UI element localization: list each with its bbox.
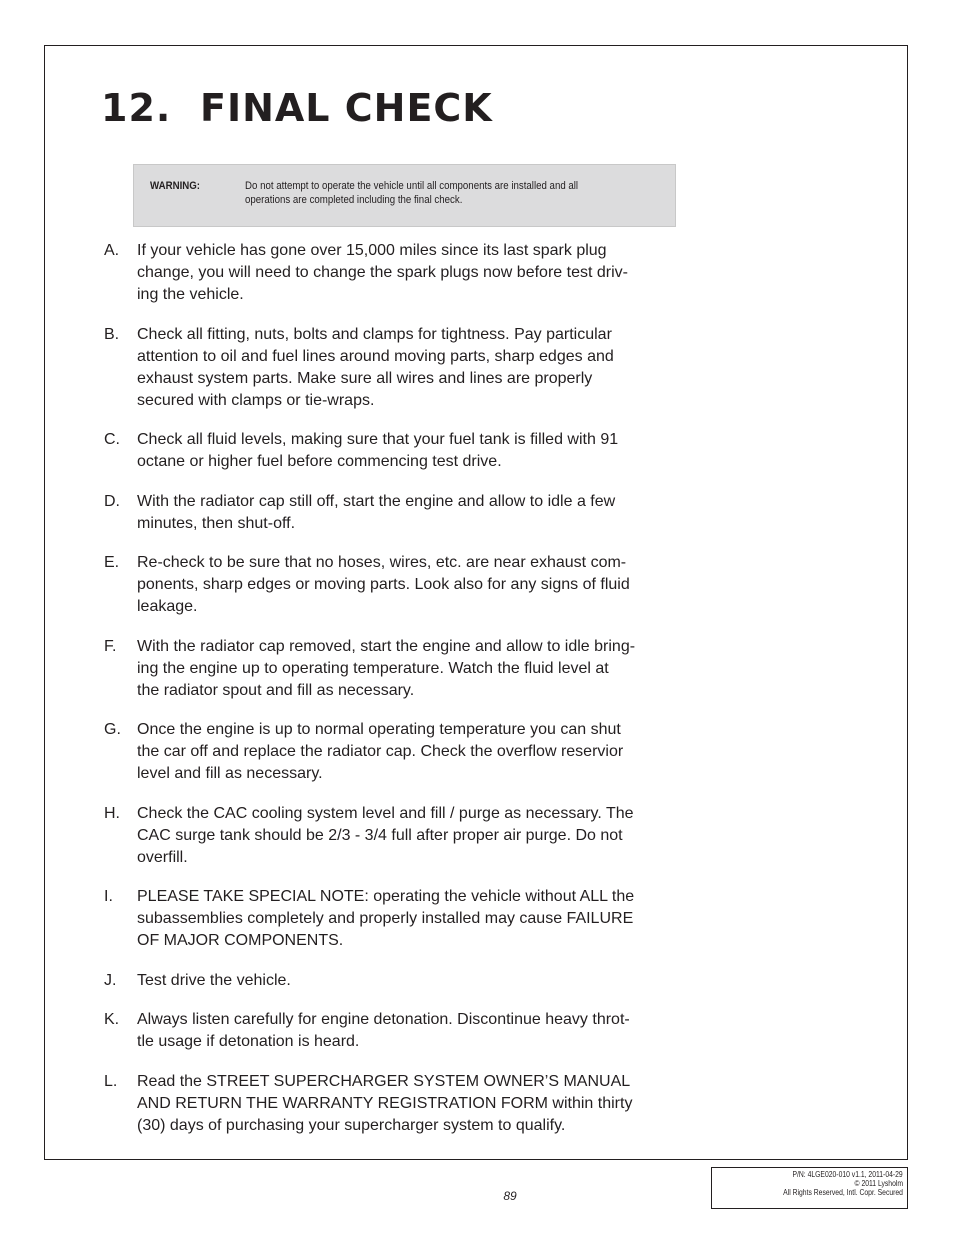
item-line: the radiator spout and fill as necessary. [137,682,415,699]
item-line: secured with clamps or tie-wraps. [137,392,375,409]
item-text [137,429,697,473]
item-line: With the radiator cap removed, start the engine and allow to idle bring- [137,638,636,655]
item-line: Always listen carefully for engine detonation. Discontinue heavy throt- [137,1011,630,1028]
item-text [137,552,697,618]
item-line: attention to oil and fuel lines around moving parts, sharp edges and [137,348,614,365]
item-line: change, you will need to change the spark plugs now before test driv- [137,264,628,281]
item-line: (30) days of purchasing your supercharger system to qualify. [137,1117,566,1134]
item-letter: G. [104,721,121,738]
item-line: minutes, then shut-off. [137,515,296,532]
item-text [137,803,697,869]
item-letter: A. [104,242,120,259]
item-text [137,886,697,952]
item-line: With the radiator cap still off, start the engine and allow to idle a few [137,493,616,510]
item-line: level and fill as necessary. [137,765,323,782]
item-line: If your vehicle has gone over 15,000 miles since its last spark plug [137,242,607,259]
item-line: subassemblies completely and properly installed may cause FAILURE [137,910,634,927]
item-letter: D. [104,493,120,510]
item-line: ing the engine up to operating temperature. Watch the fluid level at [137,660,609,677]
warning-line: Do not attempt to operate the vehicle until all components are installed and all [245,180,579,192]
item-line: overfill. [137,849,188,866]
item-text [137,719,697,785]
item-line: ponents, sharp edges or moving parts. Look also for any signs of fluid [137,576,630,593]
item-text [137,970,697,992]
item-text [137,636,697,702]
item-line: ing the vehicle. [137,286,244,303]
item-letter: J. [104,972,117,989]
item-letter: C. [104,431,120,448]
item-letter: E. [104,554,120,571]
item-line: tle usage if detonation is heard. [137,1033,360,1050]
item-letter: H. [104,805,120,822]
rights-notice: All Rights Reserved, Intl. Copr. Secured [783,1188,903,1197]
item-text [137,324,697,412]
warning-label: WARNING: [150,180,201,192]
section-title: FINAL CHECK [200,86,493,130]
item-letter: B. [104,326,120,343]
item-letter: L. [104,1073,118,1090]
item-line: octane or higher fuel before commencing test drive. [137,453,502,470]
item-line: exhaust system parts. Make sure all wires and lines are properly [137,370,593,387]
part-number: P/N: 4LGE020-010 v1.1, 2011-04-29 [792,1170,903,1179]
item-line: Check the CAC cooling system level and fill / purge as necessary. The [137,805,634,822]
item-line: Check all fitting, nuts, bolts and clamps for tightness. Pay particular [137,326,612,343]
part-number-box [711,1167,908,1209]
item-text [137,1071,697,1137]
copyright: © 2011 Lysholm [854,1179,903,1188]
item-line: OF MAJOR COMPONENTS. [137,932,344,949]
item-line: leakage. [137,598,198,615]
item-line: Once the engine is up to normal operating temperature you can shut [137,721,621,738]
item-line: Read the STREET SUPERCHARGER SYSTEM OWNER’S MANUAL [137,1073,631,1090]
item-line: Check all fluid levels, making sure that your fuel tank is filled with 91 [137,431,619,448]
page-number: 89 [503,1189,517,1203]
item-line: Re-check to be sure that no hoses, wires, etc. are near exhaust com- [137,554,627,571]
item-line: CAC surge tank should be 2/3 - 3/4 full after proper air purge. Do not [137,827,623,844]
item-text [137,491,697,535]
item-letter: F. [104,638,117,655]
item-letter: K. [104,1011,120,1028]
item-text [137,1009,697,1053]
item-line: PLEASE TAKE SPECIAL NOTE: operating the vehicle without ALL the [137,888,635,905]
item-letter: I. [104,888,113,905]
warning-line: operations are completed including the final check. [245,194,463,206]
item-text [137,240,697,306]
item-line: AND RETURN THE WARRANTY REGISTRATION FORM within thirty [137,1095,633,1112]
item-line: the car off and replace the radiator cap. Check the overflow reservior [137,743,624,760]
item-line: Test drive the vehicle. [137,972,291,989]
section-number: 12. [101,86,172,130]
